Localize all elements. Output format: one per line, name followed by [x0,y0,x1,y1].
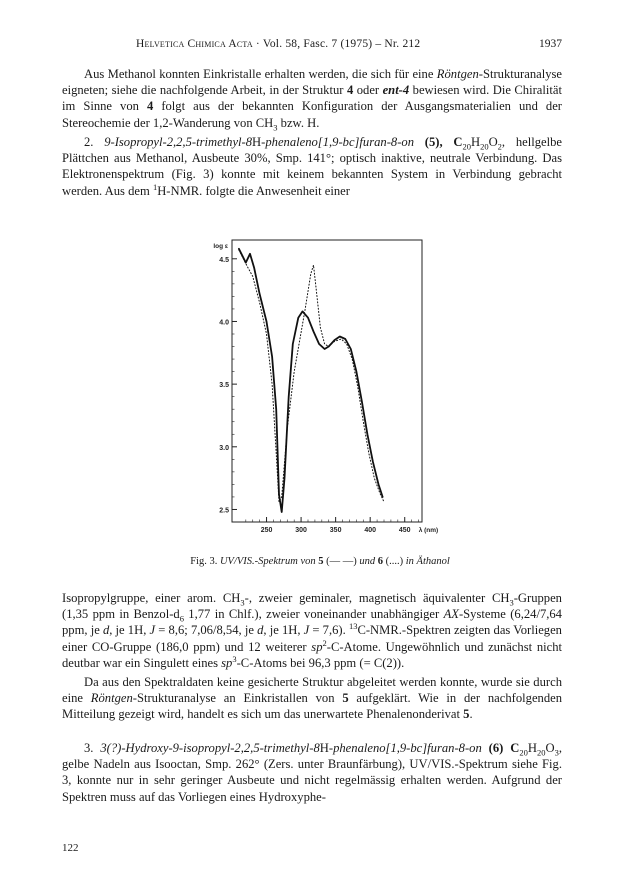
y-tick-label: 3.0 [219,444,229,452]
figure-caption: Fig. 3. UV/VIS.-Spektrum von 5 (— —) und 6 (....) in Äthanol [190,556,450,567]
running-head [136,38,420,50]
x-tick-label: 350 [329,527,342,534]
paragraph-2: 2. 9-Isopropyl-2,2,5-trimethyl-8H-phenaleno[1,9-bc]furan-8-on (5), $C_{20}H_{20}O_2$, hellgelbe Plättchen aus Methanol, Ausbeute 30%, Smp. 141°; optisch inaktive, neutrale Verbindung. Das Elektronenspektrum (Fig. 3) konnte mit keinem bekannten System in Verbindung gebracht werden. Aus dem $^1$H-NMR. folgte die Anwesenheit einer [62,135,562,198]
page-number-top: 1937 [539,38,562,50]
x-tick-label: 450 [398,527,411,534]
paragraph-1: Aus Methanol konnten Einkristalle erhalten werden, die sich für eine Röntgen-Strukturanalyse eigneten; siehe die nachfolgende Arbeit, in der Struktur 4 oder ent-4 bewiesen wird. Die Chiralität im Sinne von 4 folgt aus der bekannten Konfiguration der Ausgangsmaterialien und der Stereochemie der 1,2-Wanderung von $CH_3$ bzw. H. [62,67,563,133]
x-axis-label: λ (nm) [418,527,439,534]
plot-frame [232,240,422,522]
paragraph-5: 3. 3(?)-Hydroxy-9-isopropyl-2,2,5-trimethyl-8H-phenaleno[1,9-bc]furan-8-on (6) $C_{20}H_{20}O_3$, gelbe Nadeln aus Isooctan, Smp. 262° (Zers. unter Braunfärbung), UV/VIS.-Spektrum siehe Fig. 3, konnte nur in sehr geringer Ausbeute und nicht regelmässig erhalten werden. Aufgrund der Spektren muss auf das Vorliegen eines Hydroxyphe- [62,741,563,804]
running-header [92,38,562,54]
uv-vis-spectrum-figure [196,226,456,556]
series-5-solid-line [239,249,383,512]
y-tick-label: 3.5 [219,382,229,390]
y-tick-label: 4.0 [219,319,229,327]
y-tick-label: 4.5 [219,256,229,264]
x-tick-label: 300 [295,527,307,534]
spectrum-chart [196,226,456,556]
page-number-bottom: 122 [62,842,79,854]
paragraph-4: Da aus den Spektraldaten keine gesicherte Struktur abgeleitet werden konnte, wurde sie durch eine Röntgen-Strukturanalyse an Einkristallen von 5 aufgeklärt. Wie in der nachfolgenden Mitteilung gezeigt wird, handelt es sich um das unerwartete Phenalenonderivat 5. [62,675,563,722]
paragraph-3: Isopropylgruppe, einer arom. $CH_3-$, zweier geminaler, magnetisch äquivalenter $CH_3$-Gruppen (1,35 ppm in Benzol-$d_6$ 1,77 in Chlf.), zweier voneinander unabhängiger AX-Systeme (6,24/7,64 ppm, je d, je 1H, J = 8,6; 7,06/8,54, je d, je 1H, J = 7,6). $^{13}$C-NMR.-Spektren zeigten das Vorliegen einer CO-Gruppe (186,0 ppm) und 12 weiterer $sp^2-C$-Atome. Ungewöhnlich und zunächst nicht deutbar war ein Singulett eines $sp^3-C$-Atoms bei 96,3 ppm (= C(2)). [62,591,562,670]
series-6-dotted-line [239,250,384,502]
journal-name: Helvetica Chimica Acta [136,38,253,50]
y-tick-label: 2.5 [219,507,229,515]
x-tick-label: 400 [364,527,377,534]
y-axis-label: log ε [213,243,228,250]
x-tick-label: 250 [260,527,273,534]
volume-info: · Vol. 58, Fasc. 7 (1975) – Nr. 212 [252,38,421,50]
